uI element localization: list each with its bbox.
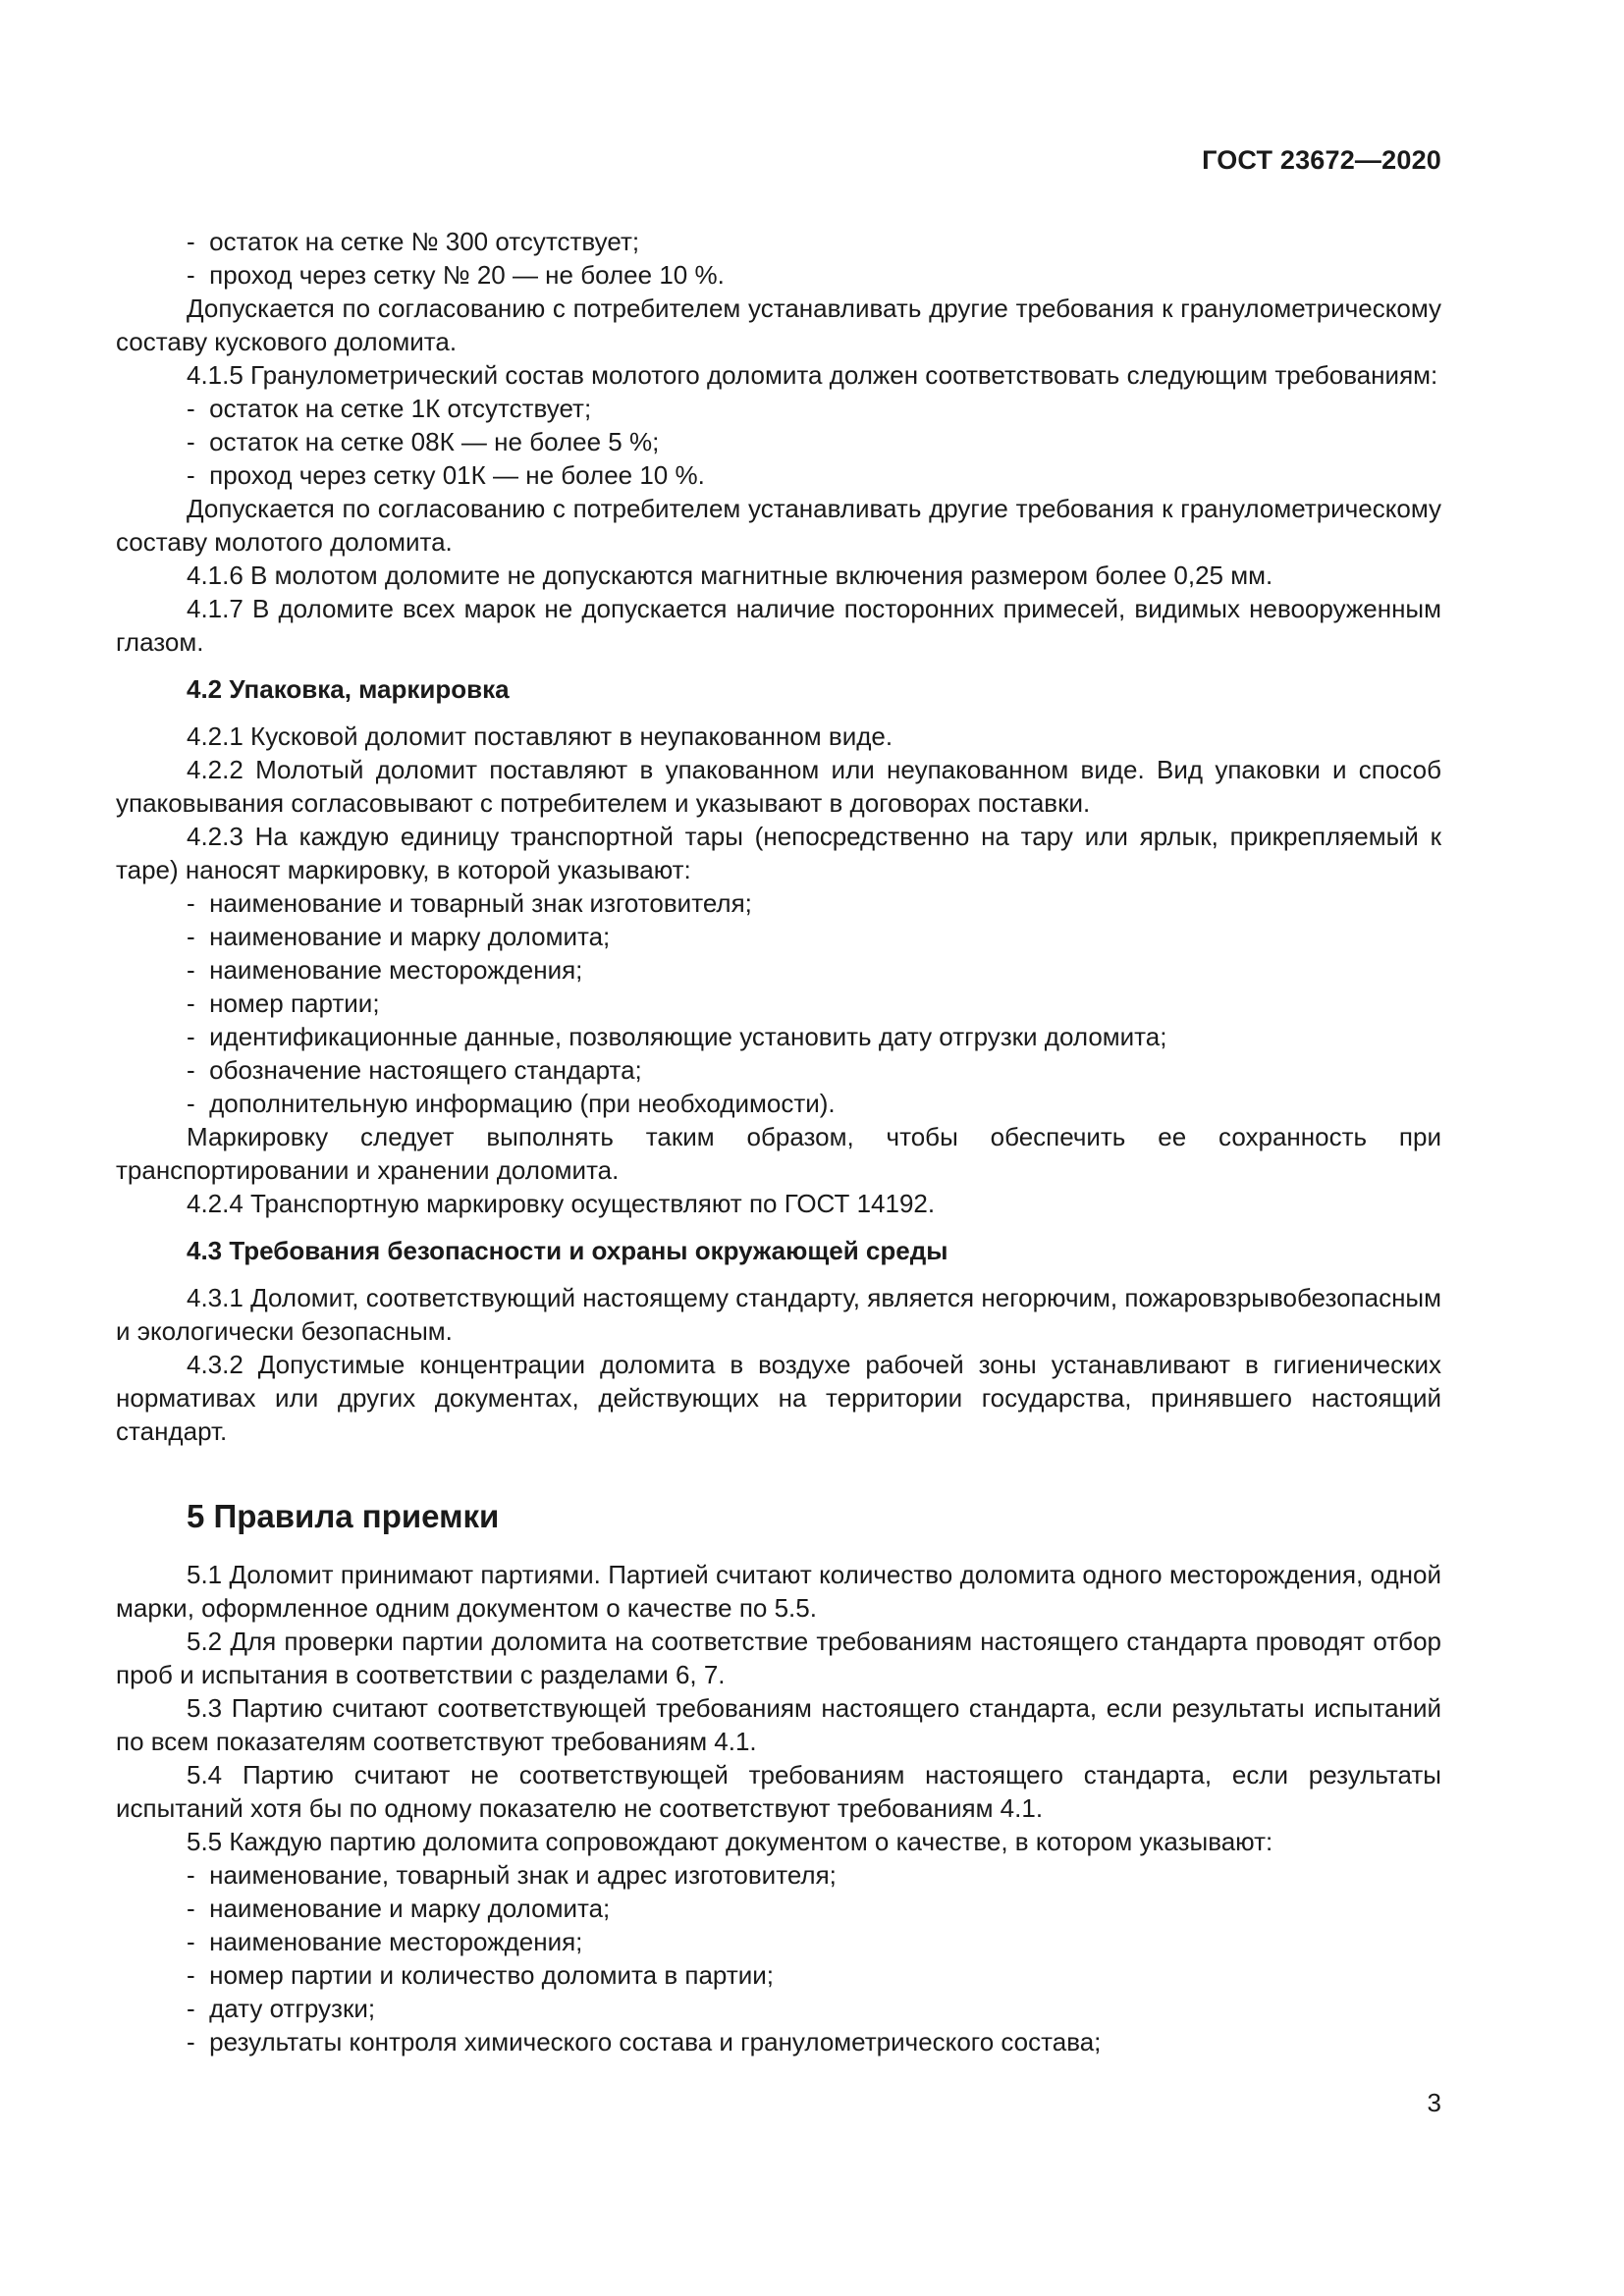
paragraph: 4.2.4 Транспортную маркировку осуществляют по ГОСТ 14192. [187, 1189, 936, 1218]
paragraph: 5.3 Партию считают соответствующей требованиям настоящего стандарта, если результаты испытаний по всем показателям соответствуют требованиям 4.1. [116, 1693, 1441, 1756]
page-number: 3 [1427, 2088, 1441, 2117]
paragraph: 5.2 Для проверки партии доломита на соответствие требованиям настоящего стандарта проводят отбор проб и испытания в соответствии с разделами 6, 7. [116, 1627, 1441, 1689]
list-item: - проход через сетку № 20 — не более 10 %. [116, 258, 1441, 292]
list-item: - наименование и марку доломита; [116, 1892, 1441, 1925]
document-body [116, 225, 1441, 2058]
paragraph: Допускается по согласованию с потребителем устанавливать другие требования к гранулометрическому составу кускового доломита. [116, 294, 1441, 356]
paragraph: Маркировку следует выполнять таким образом, чтобы обеспечить ее сохранность при транспортировании и хранении доломита. [116, 1122, 1441, 1185]
list-item: - наименование месторождения; [116, 1925, 1441, 1958]
paragraph: Допускается по согласованию с потребителем устанавливать другие требования к гранулометрическому составу молотого доломита. [116, 494, 1441, 557]
section-heading-4-2: 4.2 Упаковка, маркировка [187, 674, 510, 704]
list-item: - наименование и марку доломита; [116, 920, 1441, 953]
list-item: - проход через сетку 01К — не более 10 %. [116, 458, 1441, 492]
paragraph: 4.2.2 Молотый доломит поставляют в упакованном или неупакованном виде. Вид упаковки и способ упаковывания согласовывают с потребителем и указывают в договорах поставки. [116, 755, 1441, 818]
paragraph: 4.1.5 Гранулометрический состав молотого доломита должен соответствовать следующим требованиям: [187, 360, 1438, 390]
list-item: - обозначение настоящего стандарта; [116, 1053, 1441, 1087]
section-heading-4-3: 4.3 Требования безопасности и охраны окружающей среды [187, 1236, 948, 1265]
paragraph: 4.3.2 Допустимые концентрации доломита в воздухе рабочей зоны устанавливают в гигиенических нормативах или других документах, действующих на территории государства, принявшего настоящий стандарт. [116, 1350, 1441, 1446]
list-item: - наименование и товарный знак изготовителя; [116, 886, 1441, 920]
list-item: - остаток на сетке № 300 отсутствует; [116, 225, 1441, 258]
paragraph: 5.5 Каждую партию доломита сопровождают документом о качестве, в котором указывают: [187, 1827, 1273, 1856]
paragraph: 5.4 Партию считают не соответствующей требованиям настоящего стандарта, если результаты испытаний хотя бы по одному показателю не соответствуют требованиям 4.1. [116, 1760, 1441, 1823]
list-item: - результаты контроля химического состава и гранулометрического состава; [116, 2025, 1441, 2058]
paragraph: 5.1 Доломит принимают партиями. Партией считают количество доломита одного месторождения, одной марки, оформленное одним документом о качестве по 5.5. [116, 1560, 1441, 1623]
list-item: - наименование, товарный знак и адрес изготовителя; [116, 1858, 1441, 1892]
document-header: ГОСТ 23672—2020 [1202, 145, 1441, 175]
section-heading-5: 5 Правила приемки [187, 1498, 500, 1534]
paragraph: 4.1.7 В доломите всех марок не допускается наличие посторонних примесей, видимых невооруженным глазом. [116, 594, 1441, 657]
list-item: - остаток на сетке 08К — не более 5 %; [116, 425, 1441, 458]
list-item: - идентификационные данные, позволяющие установить дату отгрузки доломита; [116, 1020, 1441, 1053]
list-item: - дополнительную информацию (при необходимости). [116, 1087, 1441, 1120]
paragraph: 4.1.6 В молотом доломите не допускаются магнитные включения размером более 0,25 мм. [187, 561, 1273, 590]
list-item: - дату отгрузки; [116, 1992, 1441, 2025]
paragraph: 4.3.1 Доломит, соответствующий настоящему стандарту, является негорючим, пожаровзрывобезопасным и экологически безопасным. [116, 1283, 1441, 1346]
list-item: - остаток на сетке 1К отсутствует; [116, 392, 1441, 425]
paragraph: 4.2.3 На каждую единицу транспортной тары (непосредственно на тару или ярлык, прикрепляемый к таре) наносят маркировку, в которой указывают: [116, 822, 1441, 884]
list-item: - номер партии и количество доломита в партии; [116, 1958, 1441, 1992]
list-item: - наименование месторождения; [116, 953, 1441, 987]
list-item: - номер партии; [116, 987, 1441, 1020]
paragraph: 4.2.1 Кусковой доломит поставляют в неупакованном виде. [187, 721, 893, 751]
